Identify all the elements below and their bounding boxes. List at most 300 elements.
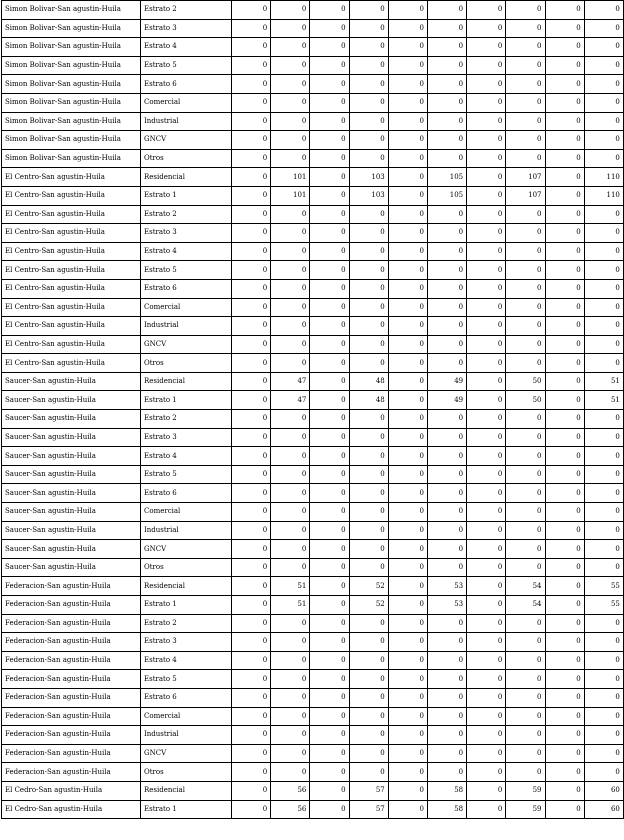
category-cell: GNCV [141, 744, 232, 763]
value-cell: 0 [506, 428, 545, 447]
value-cell: 0 [349, 744, 388, 763]
category-cell: Residencial [141, 372, 232, 391]
value-cell: 0 [545, 707, 584, 726]
value-cell: 0 [310, 279, 349, 298]
category-cell: Industrial [141, 726, 232, 745]
value-cell: 0 [349, 317, 388, 336]
table-row [2, 763, 624, 782]
value-cell: 0 [545, 298, 584, 317]
value-cell: 0 [467, 558, 506, 577]
value-cell: 0 [506, 149, 545, 168]
value-cell: 0 [232, 242, 271, 261]
value-cell: 0 [310, 298, 349, 317]
value-cell: 0 [388, 56, 427, 75]
location-cell: Federacion-San agustin-Huila [2, 726, 141, 745]
value-cell: 0 [310, 205, 349, 224]
value-cell: 0 [506, 503, 545, 522]
value-cell: 0 [584, 224, 623, 243]
value-cell: 0 [232, 298, 271, 317]
value-cell: 0 [388, 19, 427, 38]
value-cell: 0 [388, 75, 427, 94]
value-cell: 0 [388, 744, 427, 763]
value-cell: 0 [271, 56, 310, 75]
value-cell: 0 [232, 447, 271, 466]
value-cell: 50 [506, 372, 545, 391]
value-cell: 0 [349, 726, 388, 745]
location-cell: Federacion-San agustin-Huila [2, 651, 141, 670]
table-row [2, 688, 624, 707]
value-cell: 0 [467, 447, 506, 466]
value-cell: 0 [232, 93, 271, 112]
value-cell: 0 [310, 763, 349, 782]
table-row [2, 428, 624, 447]
value-cell: 0 [427, 521, 466, 540]
category-cell: Estrato 2 [141, 1, 232, 20]
table-row [2, 521, 624, 540]
value-cell: 0 [349, 763, 388, 782]
value-cell: 0 [506, 1, 545, 20]
value-cell: 0 [427, 56, 466, 75]
value-cell: 0 [310, 428, 349, 447]
value-cell: 0 [584, 75, 623, 94]
category-cell: Estrato 4 [141, 447, 232, 466]
value-cell: 49 [427, 391, 466, 410]
category-cell: Estrato 4 [141, 242, 232, 261]
value-cell: 0 [232, 800, 271, 819]
value-cell: 0 [427, 279, 466, 298]
value-cell: 0 [232, 149, 271, 168]
value-cell: 0 [467, 763, 506, 782]
value-cell: 0 [467, 484, 506, 503]
table-row [2, 670, 624, 689]
value-cell: 0 [506, 75, 545, 94]
value-cell: 0 [545, 688, 584, 707]
value-cell: 0 [545, 596, 584, 615]
data-table [1, 0, 624, 819]
value-cell: 0 [232, 131, 271, 150]
value-cell: 0 [545, 447, 584, 466]
value-cell: 0 [427, 503, 466, 522]
value-cell: 0 [427, 261, 466, 280]
value-cell: 0 [310, 1, 349, 20]
value-cell: 0 [310, 447, 349, 466]
value-cell: 0 [232, 112, 271, 131]
location-cell: Simon Bolivar-San agustin-Huila [2, 93, 141, 112]
value-cell: 0 [584, 149, 623, 168]
value-cell: 0 [388, 633, 427, 652]
value-cell: 0 [427, 112, 466, 131]
value-cell: 0 [388, 205, 427, 224]
value-cell: 0 [232, 688, 271, 707]
category-cell: Estrato 6 [141, 688, 232, 707]
value-cell: 47 [271, 372, 310, 391]
value-cell: 0 [349, 242, 388, 261]
value-cell: 0 [271, 484, 310, 503]
value-cell: 0 [584, 205, 623, 224]
value-cell: 0 [584, 744, 623, 763]
value-cell: 0 [271, 354, 310, 373]
value-cell: 0 [584, 558, 623, 577]
category-cell: Residencial [141, 781, 232, 800]
value-cell: 0 [545, 465, 584, 484]
value-cell: 0 [388, 577, 427, 596]
value-cell: 54 [506, 596, 545, 615]
value-cell: 0 [388, 484, 427, 503]
value-cell: 0 [506, 633, 545, 652]
value-cell: 0 [467, 596, 506, 615]
value-cell: 58 [427, 800, 466, 819]
value-cell: 0 [310, 317, 349, 336]
table-row [2, 1, 624, 20]
category-cell: Comercial [141, 503, 232, 522]
value-cell: 0 [584, 428, 623, 447]
value-cell: 0 [271, 131, 310, 150]
value-cell: 0 [388, 93, 427, 112]
value-cell: 0 [388, 112, 427, 131]
value-cell: 54 [506, 577, 545, 596]
value-cell: 105 [427, 168, 466, 187]
value-cell: 0 [467, 335, 506, 354]
value-cell: 0 [271, 707, 310, 726]
value-cell: 0 [310, 75, 349, 94]
value-cell: 0 [545, 391, 584, 410]
value-cell: 0 [427, 484, 466, 503]
value-cell: 0 [506, 744, 545, 763]
table-body [2, 1, 624, 819]
value-cell: 0 [545, 205, 584, 224]
value-cell: 0 [310, 800, 349, 819]
value-cell: 0 [467, 298, 506, 317]
value-cell: 0 [388, 298, 427, 317]
value-cell: 0 [310, 465, 349, 484]
value-cell: 0 [271, 447, 310, 466]
location-cell: El Centro-San agustin-Huila [2, 168, 141, 187]
value-cell: 0 [545, 763, 584, 782]
value-cell: 0 [349, 1, 388, 20]
value-cell: 57 [349, 781, 388, 800]
value-cell: 0 [388, 1, 427, 20]
location-cell: Saucer-San agustin-Huila [2, 428, 141, 447]
value-cell: 0 [467, 224, 506, 243]
value-cell: 0 [545, 317, 584, 336]
value-cell: 0 [467, 75, 506, 94]
value-cell: 0 [427, 763, 466, 782]
value-cell: 0 [349, 149, 388, 168]
value-cell: 0 [506, 651, 545, 670]
value-cell: 0 [427, 131, 466, 150]
value-cell: 0 [310, 261, 349, 280]
value-cell: 0 [310, 614, 349, 633]
value-cell: 0 [388, 354, 427, 373]
value-cell: 0 [427, 670, 466, 689]
value-cell: 0 [232, 186, 271, 205]
location-cell: Federacion-San agustin-Huila [2, 670, 141, 689]
table-row [2, 391, 624, 410]
value-cell: 0 [232, 707, 271, 726]
value-cell: 0 [388, 726, 427, 745]
value-cell: 0 [232, 521, 271, 540]
value-cell: 58 [427, 781, 466, 800]
value-cell: 0 [545, 633, 584, 652]
category-cell: Estrato 3 [141, 19, 232, 38]
value-cell: 0 [545, 224, 584, 243]
category-cell: Industrial [141, 317, 232, 336]
value-cell: 0 [467, 577, 506, 596]
value-cell: 0 [271, 670, 310, 689]
value-cell: 0 [310, 372, 349, 391]
value-cell: 0 [427, 540, 466, 559]
category-cell: Estrato 4 [141, 651, 232, 670]
value-cell: 0 [545, 149, 584, 168]
value-cell: 0 [349, 558, 388, 577]
category-cell: Estrato 3 [141, 428, 232, 447]
value-cell: 0 [506, 465, 545, 484]
location-cell: El Cedro-San agustin-Huila [2, 781, 141, 800]
value-cell: 0 [232, 744, 271, 763]
value-cell: 0 [388, 131, 427, 150]
value-cell: 0 [584, 56, 623, 75]
value-cell: 0 [349, 614, 388, 633]
category-cell: GNCV [141, 335, 232, 354]
value-cell: 0 [310, 540, 349, 559]
table-row [2, 558, 624, 577]
value-cell: 0 [584, 465, 623, 484]
value-cell: 0 [349, 688, 388, 707]
value-cell: 0 [506, 261, 545, 280]
value-cell: 60 [584, 800, 623, 819]
value-cell: 0 [545, 335, 584, 354]
value-cell: 0 [388, 335, 427, 354]
value-cell: 0 [467, 354, 506, 373]
value-cell: 0 [349, 428, 388, 447]
value-cell: 0 [232, 335, 271, 354]
value-cell: 0 [388, 186, 427, 205]
value-cell: 0 [232, 633, 271, 652]
location-cell: El Cedro-San agustin-Huila [2, 800, 141, 819]
value-cell: 0 [310, 707, 349, 726]
value-cell: 0 [271, 410, 310, 429]
table-row [2, 372, 624, 391]
value-cell: 47 [271, 391, 310, 410]
value-cell: 101 [271, 168, 310, 187]
value-cell: 0 [349, 38, 388, 57]
value-cell: 0 [427, 224, 466, 243]
category-cell: Estrato 4 [141, 38, 232, 57]
value-cell: 56 [271, 781, 310, 800]
value-cell: 0 [545, 131, 584, 150]
category-cell: Otros [141, 354, 232, 373]
location-cell: Saucer-San agustin-Huila [2, 484, 141, 503]
value-cell: 0 [271, 112, 310, 131]
value-cell: 0 [506, 279, 545, 298]
value-cell: 0 [427, 558, 466, 577]
location-cell: El Centro-San agustin-Huila [2, 298, 141, 317]
location-cell: Simon Bolivar-San agustin-Huila [2, 112, 141, 131]
value-cell: 0 [388, 688, 427, 707]
table-row [2, 298, 624, 317]
value-cell: 0 [467, 670, 506, 689]
value-cell: 0 [427, 354, 466, 373]
location-cell: Federacion-San agustin-Huila [2, 614, 141, 633]
value-cell: 0 [584, 521, 623, 540]
table-row [2, 242, 624, 261]
value-cell: 0 [310, 503, 349, 522]
value-cell: 0 [427, 744, 466, 763]
table-row [2, 651, 624, 670]
value-cell: 0 [232, 781, 271, 800]
table-row [2, 56, 624, 75]
value-cell: 0 [349, 224, 388, 243]
value-cell: 0 [467, 261, 506, 280]
table-row [2, 112, 624, 131]
value-cell: 0 [467, 19, 506, 38]
value-cell: 50 [506, 391, 545, 410]
value-cell: 0 [349, 354, 388, 373]
value-cell: 0 [271, 763, 310, 782]
value-cell: 0 [584, 670, 623, 689]
location-cell: Saucer-San agustin-Huila [2, 410, 141, 429]
value-cell: 0 [545, 670, 584, 689]
value-cell: 51 [584, 391, 623, 410]
value-cell: 0 [310, 131, 349, 150]
table-row [2, 726, 624, 745]
value-cell: 0 [271, 93, 310, 112]
value-cell: 107 [506, 168, 545, 187]
location-cell: Simon Bolivar-San agustin-Huila [2, 75, 141, 94]
table-row [2, 279, 624, 298]
value-cell: 0 [584, 651, 623, 670]
value-cell: 0 [506, 317, 545, 336]
value-cell: 0 [388, 149, 427, 168]
value-cell: 0 [506, 670, 545, 689]
table-row [2, 577, 624, 596]
value-cell: 0 [427, 707, 466, 726]
value-cell: 0 [271, 205, 310, 224]
location-cell: Saucer-San agustin-Huila [2, 540, 141, 559]
value-cell: 0 [467, 781, 506, 800]
value-cell: 0 [584, 447, 623, 466]
value-cell: 0 [232, 428, 271, 447]
location-cell: Federacion-San agustin-Huila [2, 633, 141, 652]
category-cell: Estrato 3 [141, 633, 232, 652]
value-cell: 0 [232, 261, 271, 280]
category-cell: Comercial [141, 298, 232, 317]
value-cell: 0 [467, 317, 506, 336]
value-cell: 0 [232, 726, 271, 745]
value-cell: 0 [545, 279, 584, 298]
value-cell: 0 [584, 688, 623, 707]
value-cell: 0 [310, 781, 349, 800]
table-row [2, 93, 624, 112]
value-cell: 0 [427, 298, 466, 317]
table-row [2, 633, 624, 652]
value-cell: 0 [349, 521, 388, 540]
value-cell: 0 [427, 19, 466, 38]
value-cell: 0 [271, 242, 310, 261]
table-row [2, 596, 624, 615]
category-cell: Industrial [141, 112, 232, 131]
value-cell: 55 [584, 577, 623, 596]
value-cell: 0 [310, 242, 349, 261]
value-cell: 0 [349, 279, 388, 298]
category-cell: GNCV [141, 131, 232, 150]
value-cell: 0 [467, 149, 506, 168]
location-cell: Saucer-San agustin-Huila [2, 503, 141, 522]
value-cell: 0 [349, 465, 388, 484]
value-cell: 0 [271, 224, 310, 243]
table-row [2, 317, 624, 336]
location-cell: El Centro-San agustin-Huila [2, 186, 141, 205]
value-cell: 0 [467, 1, 506, 20]
value-cell: 0 [271, 558, 310, 577]
category-cell: Industrial [141, 521, 232, 540]
value-cell: 0 [388, 224, 427, 243]
value-cell: 0 [545, 540, 584, 559]
value-cell: 0 [506, 335, 545, 354]
table-row [2, 205, 624, 224]
table-row [2, 410, 624, 429]
value-cell: 0 [506, 558, 545, 577]
value-cell: 0 [310, 558, 349, 577]
table-row [2, 781, 624, 800]
value-cell: 0 [467, 651, 506, 670]
value-cell: 0 [388, 503, 427, 522]
table-row [2, 38, 624, 57]
value-cell: 0 [545, 75, 584, 94]
value-cell: 0 [232, 391, 271, 410]
value-cell: 0 [388, 168, 427, 187]
value-cell: 0 [310, 56, 349, 75]
value-cell: 0 [388, 614, 427, 633]
location-cell: El Centro-San agustin-Huila [2, 335, 141, 354]
value-cell: 0 [584, 298, 623, 317]
value-cell: 0 [271, 1, 310, 20]
table-row [2, 744, 624, 763]
category-cell: Estrato 5 [141, 465, 232, 484]
value-cell: 0 [545, 744, 584, 763]
value-cell: 0 [584, 335, 623, 354]
value-cell: 0 [388, 279, 427, 298]
value-cell: 0 [310, 354, 349, 373]
value-cell: 0 [427, 614, 466, 633]
value-cell: 0 [584, 763, 623, 782]
value-cell: 0 [584, 540, 623, 559]
value-cell: 0 [349, 93, 388, 112]
value-cell: 0 [427, 633, 466, 652]
value-cell: 0 [427, 410, 466, 429]
value-cell: 0 [232, 577, 271, 596]
value-cell: 0 [271, 428, 310, 447]
value-cell: 0 [506, 56, 545, 75]
value-cell: 0 [427, 38, 466, 57]
value-cell: 0 [427, 242, 466, 261]
value-cell: 0 [584, 1, 623, 20]
value-cell: 0 [349, 670, 388, 689]
value-cell: 0 [232, 19, 271, 38]
value-cell: 0 [467, 465, 506, 484]
value-cell: 0 [467, 93, 506, 112]
value-cell: 0 [506, 447, 545, 466]
value-cell: 0 [545, 112, 584, 131]
value-cell: 57 [349, 800, 388, 819]
location-cell: Simon Bolivar-San agustin-Huila [2, 38, 141, 57]
value-cell: 0 [545, 186, 584, 205]
value-cell: 0 [506, 93, 545, 112]
value-cell: 0 [506, 19, 545, 38]
value-cell: 0 [545, 19, 584, 38]
category-cell: Estrato 3 [141, 224, 232, 243]
value-cell: 0 [232, 465, 271, 484]
